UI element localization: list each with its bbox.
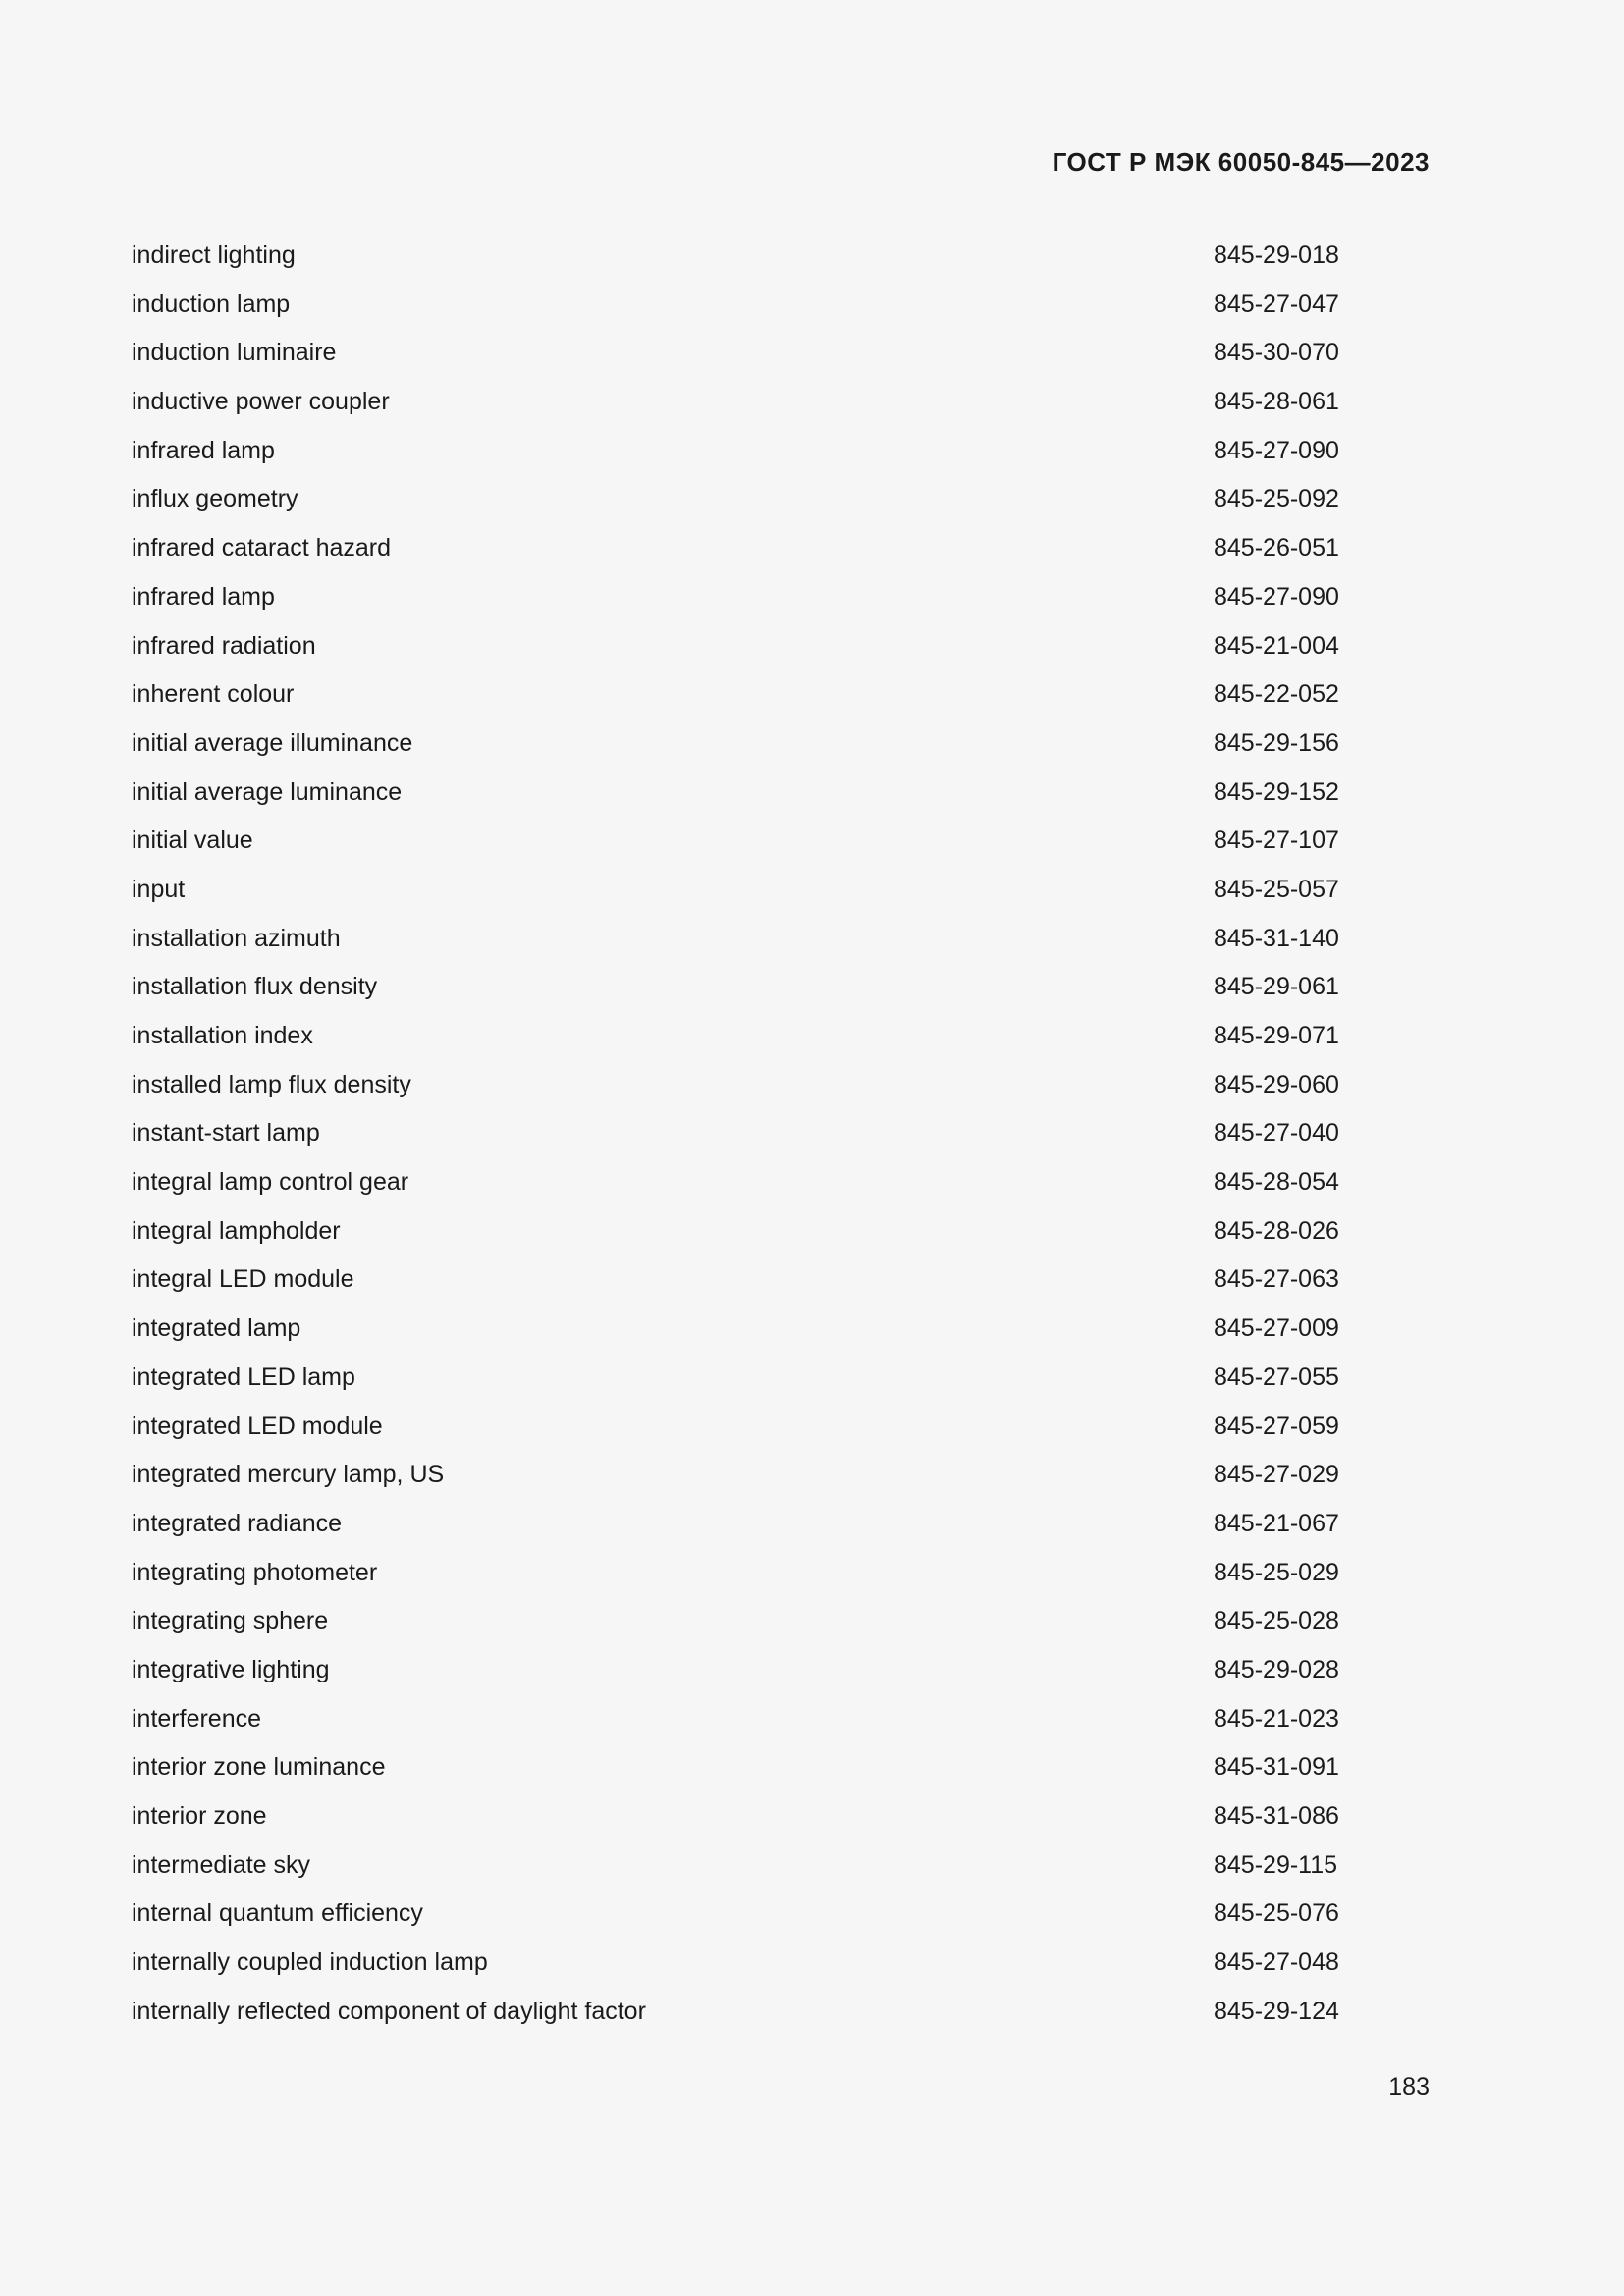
entry-code: 845-29-152 <box>1214 777 1339 806</box>
entry-code: 845-26-051 <box>1214 534 1339 562</box>
index-entry <box>132 1451 1339 1500</box>
entry-code: 845-29-124 <box>1214 1997 1339 2025</box>
entry-code: 845-31-140 <box>1214 924 1339 952</box>
page-number: 183 <box>1388 2073 1430 2101</box>
index-entry <box>132 1354 1339 1403</box>
entry-term: integrating photometer <box>132 1558 378 1586</box>
entry-term: integral lampholder <box>132 1216 341 1245</box>
entry-code: 845-21-004 <box>1214 631 1339 660</box>
entry-term: infrared radiation <box>132 631 316 660</box>
index-entry <box>132 1207 1339 1256</box>
entry-code: 845-31-091 <box>1214 1753 1339 1782</box>
entry-term: induction luminaire <box>132 339 337 367</box>
index-entry <box>132 524 1339 573</box>
index-entry <box>132 1061 1339 1110</box>
entry-code: 845-25-057 <box>1214 875 1339 903</box>
entry-code: 845-29-028 <box>1214 1655 1339 1683</box>
index-entry <box>132 1988 1339 2037</box>
entry-term: integrated radiance <box>132 1509 343 1537</box>
index-entry <box>132 720 1339 769</box>
index-entry <box>132 622 1339 671</box>
entry-term: inherent colour <box>132 680 295 709</box>
index-entry <box>132 329 1339 378</box>
entry-code: 845-28-054 <box>1214 1168 1339 1197</box>
entry-code: 845-27-090 <box>1214 436 1339 464</box>
index-entry <box>132 963 1339 1012</box>
index-entry <box>132 1403 1339 1452</box>
entry-code: 845-27-055 <box>1214 1362 1339 1391</box>
entry-code: 845-29-060 <box>1214 1070 1339 1098</box>
index-entry <box>132 1792 1339 1842</box>
entry-term: integral lamp control gear <box>132 1168 409 1197</box>
index-entry <box>132 1597 1339 1646</box>
index-entry <box>132 1890 1339 1939</box>
entry-term: installed lamp flux density <box>132 1070 411 1098</box>
index-entry <box>132 817 1339 866</box>
entry-code: 845-27-107 <box>1214 827 1339 855</box>
entry-term: integrated mercury lamp, US <box>132 1461 445 1489</box>
entry-code: 845-21-023 <box>1214 1704 1339 1733</box>
entry-term: integrated LED module <box>132 1412 383 1440</box>
entry-term: integral LED module <box>132 1265 354 1294</box>
entry-code: 845-29-018 <box>1214 241 1339 269</box>
entry-term: input <box>132 875 186 903</box>
entry-term: inductive power coupler <box>132 388 390 416</box>
entry-code: 845-29-071 <box>1214 1022 1339 1049</box>
entry-term: induction lamp <box>132 290 291 318</box>
index-entry <box>132 475 1339 524</box>
entry-code: 845-27-059 <box>1214 1412 1339 1440</box>
entry-term: interference <box>132 1704 262 1733</box>
entry-code: 845-25-076 <box>1214 1899 1339 1928</box>
index-entry <box>132 232 1339 281</box>
entry-term: infrared lamp <box>132 582 275 611</box>
term-index-list <box>132 232 1339 2036</box>
index-entry <box>132 1842 1339 1891</box>
entry-code: 845-29-156 <box>1214 728 1339 757</box>
entry-term: integrated LED lamp <box>132 1362 355 1391</box>
entry-code: 845-27-090 <box>1214 582 1339 611</box>
entry-code: 845-27-063 <box>1214 1265 1339 1294</box>
entry-term: integrative lighting <box>132 1655 330 1683</box>
entry-term: internally reflected component of daylight factor <box>132 1997 646 2025</box>
entry-term: initial average luminance <box>132 777 403 806</box>
index-entry <box>132 1109 1339 1158</box>
index-entry <box>132 670 1339 720</box>
entry-code: 845-22-052 <box>1214 680 1339 709</box>
entry-term: interior zone <box>132 1802 267 1830</box>
index-entry <box>132 1500 1339 1549</box>
index-entry <box>132 1646 1339 1695</box>
entry-code: 845-27-009 <box>1214 1314 1339 1343</box>
entry-term: installation index <box>132 1022 313 1049</box>
document-header: ГОСТ Р МЭК 60050-845—2023 <box>1052 147 1430 177</box>
entry-code: 845-21-067 <box>1214 1509 1339 1537</box>
index-entry <box>132 573 1339 622</box>
entry-term: initial average illuminance <box>132 728 413 757</box>
index-entry <box>132 1255 1339 1305</box>
entry-code: 845-30-070 <box>1214 339 1339 367</box>
entry-code: 845-28-026 <box>1214 1216 1339 1245</box>
entry-term: internally coupled induction lamp <box>132 1949 488 1977</box>
index-entry <box>132 378 1339 427</box>
index-entry <box>132 1012 1339 1061</box>
entry-term: indirect lighting <box>132 241 296 269</box>
index-entry <box>132 427 1339 476</box>
index-entry <box>132 1305 1339 1354</box>
entry-code: 845-27-047 <box>1214 290 1339 318</box>
entry-term: integrating sphere <box>132 1607 329 1635</box>
index-entry <box>132 769 1339 818</box>
index-entry <box>132 1158 1339 1207</box>
index-entry <box>132 1939 1339 1988</box>
entry-code: 845-25-092 <box>1214 485 1339 513</box>
entry-term: installation azimuth <box>132 924 341 952</box>
entry-code: 845-29-115 <box>1214 1850 1338 1879</box>
entry-term: installation flux density <box>132 973 378 1001</box>
entry-code: 845-27-048 <box>1214 1949 1339 1977</box>
entry-code: 845-25-028 <box>1214 1607 1339 1635</box>
index-entry <box>132 1695 1339 1744</box>
index-entry <box>132 1743 1339 1792</box>
entry-code: 845-29-061 <box>1214 973 1339 1001</box>
entry-term: initial value <box>132 827 253 855</box>
entry-code: 845-27-029 <box>1214 1461 1339 1489</box>
entry-term: integrated lamp <box>132 1314 301 1343</box>
index-entry <box>132 1549 1339 1598</box>
entry-code: 845-25-029 <box>1214 1558 1339 1586</box>
entry-term: infrared lamp <box>132 436 275 464</box>
entry-code: 845-28-061 <box>1214 388 1339 416</box>
entry-term: instant-start lamp <box>132 1119 320 1148</box>
entry-code: 845-27-040 <box>1214 1119 1339 1148</box>
entry-code: 845-31-086 <box>1214 1802 1339 1830</box>
entry-term: interior zone luminance <box>132 1753 386 1782</box>
index-entry <box>132 915 1339 964</box>
entry-term: internal quantum efficiency <box>132 1899 423 1928</box>
entry-term: influx geometry <box>132 485 298 513</box>
index-entry <box>132 866 1339 915</box>
index-entry <box>132 281 1339 330</box>
entry-term: infrared cataract hazard <box>132 534 392 562</box>
entry-term: intermediate sky <box>132 1850 311 1879</box>
